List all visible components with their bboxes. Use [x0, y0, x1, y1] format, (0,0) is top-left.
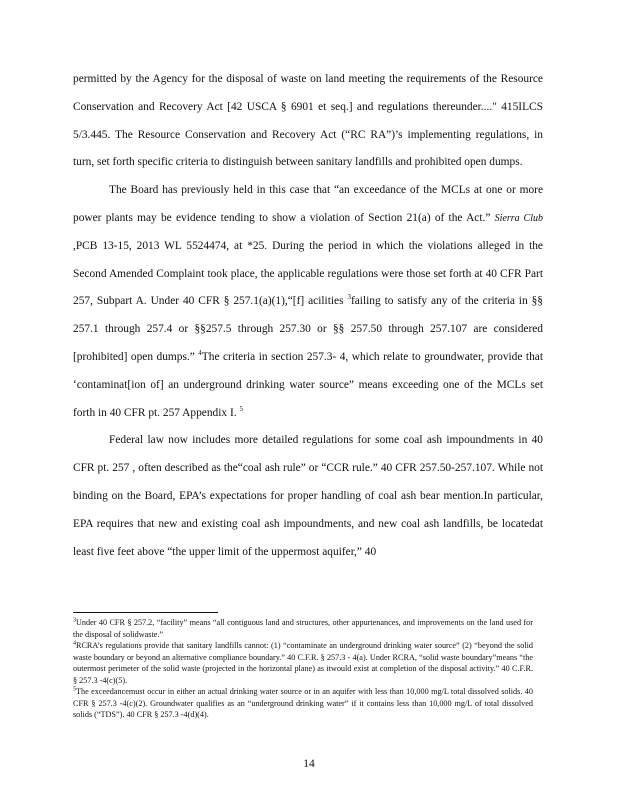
- footnote-mark: 5: [73, 686, 76, 693]
- paragraph-2-text-4: The criteria in section 257.3- 4, which relate to groundwater, provide that ‘contaminat[ion of] an underground drinking water source” means exceeding one of the MCLs set forth in 40 CFR pt. 257 Appendix I.: [73, 350, 543, 419]
- body-text: [73, 66, 543, 566]
- footnote-ref-5[interactable]: 5: [239, 404, 243, 413]
- footnote-mark: 4: [73, 640, 76, 647]
- footnote-5: [73, 686, 533, 721]
- footnotes: [73, 617, 533, 721]
- paragraph-1: permitted by the Agency for the disposal of waste on land meeting the requirements of the Resource Conservation and Recovery Act [42 USCA § 6901 et seq.] and regulations thereunder...." 415ILCS 5/3.445. The Resource Conservation and Recovery Act (“RC RA”)’s implementing regulations, in turn, set forth specific criteria to distinguish between sanitary landfills and prohibited open dumps.: [73, 73, 543, 169]
- paragraph-2-text-3: failing to satisfy any of the criteria in §§ 257.1 through 257.4 or §§257.5 through 257.30 or §§ 257.50 through 257.107 are considered [prohibited] open dumps.”: [73, 295, 543, 363]
- case-name: Sierra Club: [494, 212, 544, 224]
- footnote-text: The exceedancemust occur in either an actual drinking water source or in an aquifer with less than 10,000 mg/L total dissolved solids. 40 CFR § 257.3 -4(c)(2). Groundwater qualifies as an “underground drinking water” if it contains less than 10,000 mg/L of total dissolved solids (“TDS”). 40 CFR § 257.3 -4(d)(4).: [73, 687, 533, 719]
- footnote-ref-4[interactable]: 4: [198, 349, 202, 358]
- footnote-3: [73, 617, 533, 640]
- paragraph-3: Federal law now includes more detailed regulations for some coal ash impoundments in 40 CFR pt. 257 , often described as the“coal ash rule” or “CCR rule.” 40 CFR 257.50-257.107. While not binding on the Board, EPA’s expectations for proper handling of coal ash bear mention.In particular, EPA requires that new and existing coal ash impoundments, and new coal ash landfills, be locatedat least five feet above “the upper limit of the uppermost aquifer,” 40: [73, 434, 543, 558]
- paragraph-2: [73, 177, 543, 427]
- footnote-ref-3[interactable]: 3: [347, 293, 351, 302]
- footnote-separator: [73, 612, 218, 613]
- page-number: 14: [303, 758, 315, 770]
- footnote-4: [73, 640, 533, 686]
- footnote-text: Under 40 CFR § 257.2, “facility” means “all contiguous land and structures, other appurtenances, and improvements on the land used for the disposal of solidwaste.”: [73, 618, 533, 639]
- paragraph-2-text-1: The Board has previously held in this case that “an exceedance of the MCLs at one or more power plants may be evidence tending to show a violation of Section 21(a) of the Act.”: [73, 184, 543, 224]
- paragraph-2-text-2: ,PCB 13-15, 2013 WL 5524474, at *25. During the period in which the violations alleged in the Second Amended Complaint took place, the applicable regulations were those set forth at 40 CFR Part 257, Subpart A. Under 40 CFR § 257.1(a)(1),“[f] acilities: [73, 239, 543, 308]
- footnote-text: RCRA’s regulations provide that sanitary landfills cannot: (1) “contaminate an underground drinking water source” (2) “beyond the solid waste boundary or beyond an alternative compliance boundary.” 40 C.F.R. § 257.3 - 4(a). Under RCRA, “solid waste boundary”means “the outermost perimeter of the solid waste (projected in the horizontal plane) as itwould exist at completion of the disposal activity.” 40 C.F.R. § 257.3 -4(c)(5).: [73, 641, 533, 685]
- footnote-mark: 3: [73, 617, 76, 624]
